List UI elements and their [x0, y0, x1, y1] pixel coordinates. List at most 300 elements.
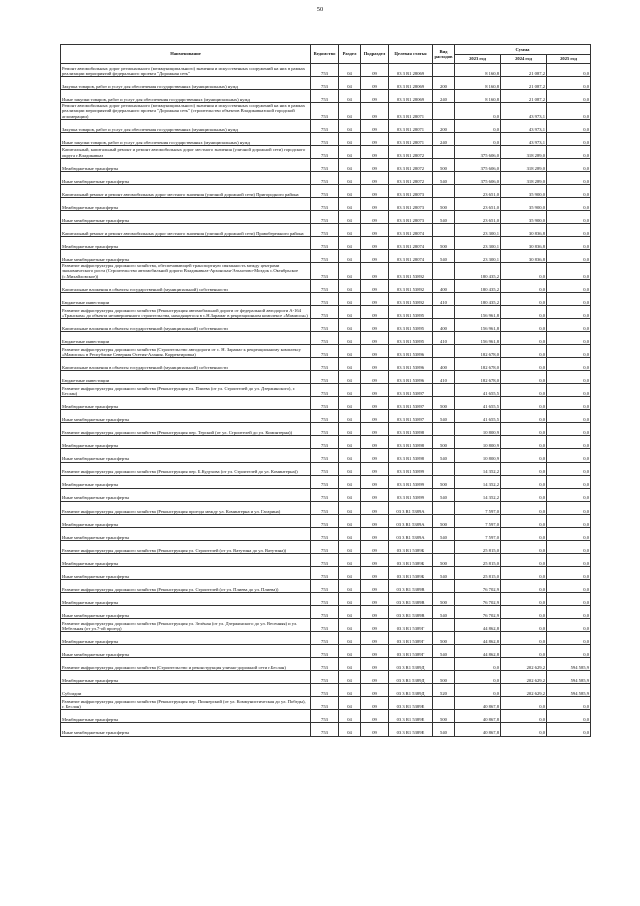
row-subsection-cell: 09 — [361, 184, 389, 197]
row-target-article-cell: 03 3 R1 53895 — [389, 305, 433, 318]
row-sum-2025-cell: 0,0 — [547, 119, 591, 132]
row-expense-type-cell — [433, 305, 455, 318]
row-sum-2023-cell: 40 867,8 — [455, 710, 501, 723]
row-name-cell: Межбюджетные трансферты — [61, 514, 311, 527]
row-sum-2025-cell: 0,0 — [547, 475, 591, 488]
row-sum-2025-cell: 0,0 — [547, 579, 591, 592]
row-name-cell: Развитие инфраструктуры дорожного хозяйства (Реконструкция ул. Строителей (от ул. Плиева до ул. Плиева)) — [61, 579, 311, 592]
row-subsection-cell: 09 — [361, 358, 389, 371]
row-expense-type-cell: 540 — [433, 250, 455, 263]
row-section-cell: 04 — [339, 553, 361, 566]
row-name-cell: Межбюджетные трансферты — [61, 436, 311, 449]
table-row — [61, 64, 591, 77]
row-department-cell: 753 — [311, 237, 339, 250]
row-section-cell: 04 — [339, 250, 361, 263]
row-sum-2024-cell: 0,0 — [501, 436, 547, 449]
table-body — [61, 64, 591, 737]
row-section-cell: 04 — [339, 103, 361, 120]
row-section-cell: 04 — [339, 645, 361, 658]
table-row — [61, 553, 591, 566]
row-expense-type-cell: 240 — [433, 90, 455, 103]
row-subsection-cell: 09 — [361, 553, 389, 566]
row-department-cell: 753 — [311, 540, 339, 553]
page-number: 50 — [316, 6, 324, 13]
row-sum-2023-cell: 8 160,8 — [455, 64, 501, 77]
table-row — [61, 684, 591, 697]
row-target-article-cell: 03 3 R1 5389Е — [389, 697, 433, 710]
row-sum-2023-cell: 23 300,1 — [455, 224, 501, 237]
row-name-cell: Межбюджетные трансферты — [61, 198, 311, 211]
row-subsection-cell: 09 — [361, 710, 389, 723]
table-row — [61, 397, 591, 410]
row-expense-type-cell: 540 — [433, 606, 455, 619]
row-sum-2024-cell: 0,0 — [501, 645, 547, 658]
row-section-cell: 04 — [339, 449, 361, 462]
row-expense-type-cell: 500 — [433, 158, 455, 171]
table-row — [61, 632, 591, 645]
row-name-cell: Межбюджетные трансферты — [61, 397, 311, 410]
row-section-cell: 04 — [339, 540, 361, 553]
header-year-2025: 2025 год — [547, 55, 591, 64]
row-sum-2023-cell: 0,0 — [455, 684, 501, 697]
row-target-article-cell: 03 3 R1 5389Б — [389, 540, 433, 553]
row-sum-2025-cell: 594 585,9 — [547, 684, 591, 697]
row-department-cell: 753 — [311, 145, 339, 158]
row-sum-2025-cell: 0,0 — [547, 410, 591, 423]
row-expense-type-cell — [433, 579, 455, 592]
row-subsection-cell: 09 — [361, 263, 389, 280]
row-sum-2023-cell: 375 606,0 — [455, 145, 501, 158]
row-section-cell: 04 — [339, 397, 361, 410]
row-sum-2023-cell: 44 862,8 — [455, 632, 501, 645]
row-section-cell: 04 — [339, 384, 361, 397]
row-target-article-cell: 03 3 R1 53897 — [389, 410, 433, 423]
row-section-cell: 04 — [339, 90, 361, 103]
table-row — [61, 263, 591, 280]
row-name-cell: Иные межбюджетные трансферты — [61, 410, 311, 423]
row-subsection-cell: 09 — [361, 671, 389, 684]
row-sum-2025-cell: 0,0 — [547, 553, 591, 566]
row-department-cell: 753 — [311, 449, 339, 462]
row-target-article-cell: 03 3 R1 5389Е — [389, 710, 433, 723]
row-subsection-cell: 09 — [361, 658, 389, 671]
row-subsection-cell: 09 — [361, 90, 389, 103]
row-name-cell: Капитальные вложения в объекты государственной (муниципальной) собственности — [61, 358, 311, 371]
row-target-article-cell: 03 3 R1 53899 — [389, 462, 433, 475]
row-sum-2025-cell: 0,0 — [547, 145, 591, 158]
row-section-cell: 04 — [339, 697, 361, 710]
row-name-cell: Развитие инфраструктуры дорожного хозяйства (Реконструкция пер. Б.Кудухова (от ул. Строителей до ул. Коминтерна)) — [61, 462, 311, 475]
row-section-cell: 04 — [339, 501, 361, 514]
row-name-cell: Закупка товаров, работ и услуг для обеспечения государственных (муниципальных) нужд — [61, 119, 311, 132]
row-name-cell: Бюджетные инвестиции — [61, 332, 311, 345]
row-department-cell: 753 — [311, 319, 339, 332]
row-expense-type-cell: 540 — [433, 211, 455, 224]
row-target-article-cell: 03 3 R1 53897 — [389, 384, 433, 397]
table-row — [61, 103, 591, 120]
row-section-cell: 04 — [339, 198, 361, 211]
row-department-cell: 753 — [311, 436, 339, 449]
row-subsection-cell: 09 — [361, 566, 389, 579]
row-subsection-cell: 09 — [361, 436, 389, 449]
table-row — [61, 579, 591, 592]
row-subsection-cell: 09 — [361, 211, 389, 224]
row-sum-2023-cell: 25 815,0 — [455, 553, 501, 566]
row-sum-2025-cell: 0,0 — [547, 250, 591, 263]
table-row — [61, 224, 591, 237]
row-sum-2024-cell: 202 629,2 — [501, 658, 547, 671]
row-sum-2024-cell: 0,0 — [501, 371, 547, 384]
row-sum-2025-cell: 594 585,9 — [547, 671, 591, 684]
row-target-article-cell: 03 3 R1 28074 — [389, 250, 433, 263]
row-subsection-cell: 09 — [361, 397, 389, 410]
header-target-article: Целевая статья — [389, 45, 433, 64]
table-row — [61, 345, 591, 358]
row-sum-2023-cell: 7 597,0 — [455, 514, 501, 527]
row-department-cell: 753 — [311, 566, 339, 579]
row-sum-2025-cell: 0,0 — [547, 224, 591, 237]
row-section-cell: 04 — [339, 279, 361, 292]
row-department-cell: 753 — [311, 345, 339, 358]
row-subsection-cell: 09 — [361, 332, 389, 345]
row-sum-2023-cell: 0,0 — [455, 132, 501, 145]
row-sum-2025-cell: 0,0 — [547, 697, 591, 710]
row-expense-type-cell: 200 — [433, 77, 455, 90]
row-target-article-cell: 03 3 R1 5389Г — [389, 619, 433, 632]
row-expense-type-cell — [433, 103, 455, 120]
row-sum-2024-cell: 0,0 — [501, 475, 547, 488]
row-sum-2025-cell: 0,0 — [547, 279, 591, 292]
row-department-cell: 753 — [311, 514, 339, 527]
row-expense-type-cell: 500 — [433, 671, 455, 684]
row-sum-2025-cell: 0,0 — [547, 606, 591, 619]
row-sum-2024-cell: 0,0 — [501, 579, 547, 592]
row-subsection-cell: 09 — [361, 593, 389, 606]
header-year-2024: 2024 год — [501, 55, 547, 64]
row-subsection-cell: 09 — [361, 501, 389, 514]
row-sum-2023-cell: 14 352,2 — [455, 475, 501, 488]
row-sum-2023-cell: 41 655,5 — [455, 397, 501, 410]
table-row — [61, 132, 591, 145]
row-sum-2024-cell: 30 836,8 — [501, 237, 547, 250]
row-name-cell: Иные межбюджетные трансферты — [61, 606, 311, 619]
row-section-cell: 04 — [339, 77, 361, 90]
row-section-cell: 04 — [339, 119, 361, 132]
row-sum-2024-cell: 0,0 — [501, 345, 547, 358]
row-sum-2025-cell: 0,0 — [547, 263, 591, 280]
row-target-article-cell: 03 3 R1 28073 — [389, 211, 433, 224]
row-subsection-cell: 09 — [361, 579, 389, 592]
row-expense-type-cell: 400 — [433, 319, 455, 332]
row-expense-type-cell: 500 — [433, 514, 455, 527]
row-target-article-cell: 03 3 R1 5389Д — [389, 684, 433, 697]
row-sum-2024-cell: 0,0 — [501, 501, 547, 514]
row-sum-2024-cell: 0,0 — [501, 606, 547, 619]
table-row — [61, 279, 591, 292]
row-name-cell: Иные межбюджетные трансферты — [61, 449, 311, 462]
row-section-cell: 04 — [339, 237, 361, 250]
row-expense-type-cell — [433, 658, 455, 671]
row-target-article-cell: 03 3 R1 5389В — [389, 593, 433, 606]
table-row — [61, 501, 591, 514]
row-sum-2024-cell: 0,0 — [501, 410, 547, 423]
row-subsection-cell: 09 — [361, 77, 389, 90]
table-row — [61, 184, 591, 197]
row-subsection-cell: 09 — [361, 540, 389, 553]
row-subsection-cell: 09 — [361, 237, 389, 250]
row-sum-2025-cell: 0,0 — [547, 501, 591, 514]
row-name-cell: Развитие инфраструктуры дорожного хозяйства (Реконструкция автомобильной дороги от федеральной автодороги А-164 «Транскам» до объекта незавершенного строительства, находящегося в с.Н.Зарамаг в рекреационном комплексе «Мамисон») — [61, 305, 311, 318]
row-sum-2024-cell: 0,0 — [501, 384, 547, 397]
row-sum-2024-cell: 0,0 — [501, 397, 547, 410]
row-department-cell: 753 — [311, 279, 339, 292]
row-subsection-cell: 09 — [361, 171, 389, 184]
row-section-cell: 04 — [339, 671, 361, 684]
row-sum-2025-cell: 0,0 — [547, 632, 591, 645]
row-target-article-cell: 03 3 R1 28071 — [389, 132, 433, 145]
row-target-article-cell: 03 3 R1 28073 — [389, 184, 433, 197]
row-department-cell: 753 — [311, 103, 339, 120]
row-sum-2023-cell: 41 655,5 — [455, 410, 501, 423]
row-subsection-cell: 09 — [361, 119, 389, 132]
row-section-cell: 04 — [339, 658, 361, 671]
row-sum-2023-cell: 40 867,8 — [455, 697, 501, 710]
row-subsection-cell: 09 — [361, 527, 389, 540]
row-sum-2024-cell: 43 973,1 — [501, 103, 547, 120]
row-sum-2023-cell: 76 702,9 — [455, 606, 501, 619]
row-target-article-cell: 03 3 R1 5389Д — [389, 658, 433, 671]
row-sum-2024-cell: 0,0 — [501, 632, 547, 645]
budget-table — [60, 44, 591, 737]
row-target-article-cell: 03 3 R1 5389В — [389, 579, 433, 592]
table-row — [61, 358, 591, 371]
row-sum-2023-cell: 10 800,9 — [455, 423, 501, 436]
row-section-cell: 04 — [339, 211, 361, 224]
row-expense-type-cell: 500 — [433, 198, 455, 211]
row-subsection-cell: 09 — [361, 723, 389, 736]
table-row — [61, 619, 591, 632]
row-sum-2024-cell: 0,0 — [501, 263, 547, 280]
row-department-cell: 753 — [311, 710, 339, 723]
row-subsection-cell: 09 — [361, 158, 389, 171]
row-department-cell: 753 — [311, 475, 339, 488]
table-row — [61, 171, 591, 184]
row-department-cell: 753 — [311, 632, 339, 645]
row-target-article-cell: 03 3 R1 53897 — [389, 397, 433, 410]
row-section-cell: 04 — [339, 184, 361, 197]
row-subsection-cell: 09 — [361, 488, 389, 501]
row-subsection-cell: 09 — [361, 606, 389, 619]
row-name-cell: Развитие инфраструктуры дорожного хозяйства (Реконструкция пер. Пионерский (от ул. Коммунистическая до ул. Победы), г. Беслан) — [61, 697, 311, 710]
row-sum-2023-cell: 182 678,0 — [455, 358, 501, 371]
row-sum-2025-cell: 0,0 — [547, 158, 591, 171]
table-row — [61, 658, 591, 671]
row-department-cell: 753 — [311, 553, 339, 566]
table-row — [61, 436, 591, 449]
table-row — [61, 606, 591, 619]
row-name-cell: Капитальные вложения в объекты государственной (муниципальной) собственности — [61, 319, 311, 332]
row-target-article-cell: 03 3 R1 5389Г — [389, 632, 433, 645]
row-sum-2024-cell: 43 973,1 — [501, 132, 547, 145]
row-section-cell: 04 — [339, 132, 361, 145]
row-sum-2025-cell: 0,0 — [547, 723, 591, 736]
row-name-cell: Капитальный ремонт и ремонт автомобильных дорог местного значения (уличной дорожной сети) Пригородного района — [61, 184, 311, 197]
row-sum-2025-cell: 0,0 — [547, 184, 591, 197]
row-sum-2024-cell: 0,0 — [501, 332, 547, 345]
row-department-cell: 753 — [311, 593, 339, 606]
row-sum-2024-cell: 0,0 — [501, 514, 547, 527]
row-subsection-cell: 09 — [361, 697, 389, 710]
header-year-2023: 2023 год — [455, 55, 501, 64]
row-sum-2024-cell: 0,0 — [501, 710, 547, 723]
row-department-cell: 753 — [311, 397, 339, 410]
row-expense-type-cell: 500 — [433, 436, 455, 449]
row-sum-2023-cell: 375 606,0 — [455, 158, 501, 171]
row-section-cell: 04 — [339, 292, 361, 305]
row-name-cell: Иные межбюджетные трансферты — [61, 527, 311, 540]
header-name: Наименование — [61, 45, 311, 64]
row-subsection-cell: 09 — [361, 449, 389, 462]
row-expense-type-cell — [433, 540, 455, 553]
table-row — [61, 371, 591, 384]
row-section-cell: 04 — [339, 332, 361, 345]
table-row — [61, 305, 591, 318]
row-name-cell: Межбюджетные трансферты — [61, 671, 311, 684]
row-section-cell: 04 — [339, 358, 361, 371]
row-subsection-cell: 09 — [361, 632, 389, 645]
row-expense-type-cell — [433, 64, 455, 77]
row-section-cell: 04 — [339, 436, 361, 449]
table-row — [61, 90, 591, 103]
row-sum-2024-cell: 35 900,0 — [501, 198, 547, 211]
row-expense-type-cell: 500 — [433, 553, 455, 566]
row-sum-2023-cell: 23 651,0 — [455, 184, 501, 197]
row-target-article-cell: 03 3 R1 5389В — [389, 606, 433, 619]
row-sum-2025-cell: 0,0 — [547, 77, 591, 90]
row-sum-2023-cell: 23 651,0 — [455, 211, 501, 224]
row-name-cell: Развитие инфраструктуры дорожного хозяйства (Реконструкция ул. Зелёная (от ул. Дзержинского до ул. Весенняя) и ул. Мебельная (от ул.7-ой проезд) — [61, 619, 311, 632]
table-row — [61, 319, 591, 332]
row-expense-type-cell: 540 — [433, 527, 455, 540]
row-sum-2023-cell: 180 435,2 — [455, 279, 501, 292]
table-row — [61, 488, 591, 501]
row-sum-2023-cell: 44 862,8 — [455, 645, 501, 658]
row-name-cell: Межбюджетные трансферты — [61, 237, 311, 250]
row-name-cell: Иные межбюджетные трансферты — [61, 250, 311, 263]
row-sum-2024-cell: 0,0 — [501, 292, 547, 305]
row-target-article-cell: 03 3 R1 5389А — [389, 514, 433, 527]
row-section-cell: 04 — [339, 224, 361, 237]
row-sum-2023-cell: 40 867,8 — [455, 723, 501, 736]
row-sum-2025-cell: 0,0 — [547, 198, 591, 211]
row-section-cell: 04 — [339, 488, 361, 501]
row-subsection-cell: 09 — [361, 279, 389, 292]
row-section-cell: 04 — [339, 64, 361, 77]
row-department-cell: 753 — [311, 606, 339, 619]
table-row — [61, 527, 591, 540]
row-sum-2025-cell: 0,0 — [547, 514, 591, 527]
row-subsection-cell: 09 — [361, 619, 389, 632]
row-expense-type-cell: 540 — [433, 449, 455, 462]
row-department-cell: 753 — [311, 488, 339, 501]
row-department-cell: 753 — [311, 263, 339, 280]
table-row — [61, 410, 591, 423]
row-department-cell: 753 — [311, 423, 339, 436]
row-sum-2023-cell: 7 597,0 — [455, 501, 501, 514]
row-department-cell: 753 — [311, 410, 339, 423]
row-section-cell: 04 — [339, 263, 361, 280]
table-row — [61, 723, 591, 736]
row-sum-2025-cell: 0,0 — [547, 436, 591, 449]
row-department-cell: 753 — [311, 658, 339, 671]
row-sum-2024-cell: 21 087,2 — [501, 77, 547, 90]
row-name-cell: Иные межбюджетные трансферты — [61, 171, 311, 184]
row-section-cell: 04 — [339, 566, 361, 579]
table-row — [61, 710, 591, 723]
row-department-cell: 753 — [311, 198, 339, 211]
header-section: Раздел — [339, 45, 361, 64]
row-target-article-cell: 03 3 R1 28072 — [389, 158, 433, 171]
row-department-cell: 753 — [311, 119, 339, 132]
table-row — [61, 145, 591, 158]
row-target-article-cell: 03 3 R1 53895 — [389, 319, 433, 332]
row-department-cell: 753 — [311, 671, 339, 684]
row-sum-2025-cell: 0,0 — [547, 319, 591, 332]
row-sum-2025-cell: 0,0 — [547, 566, 591, 579]
row-sum-2024-cell: 318 289,0 — [501, 145, 547, 158]
row-department-cell: 753 — [311, 645, 339, 658]
row-sum-2024-cell: 0,0 — [501, 462, 547, 475]
row-name-cell: Капитальные вложения в объекты государственной (муниципальной) собственности — [61, 279, 311, 292]
row-sum-2023-cell: 23 651,0 — [455, 198, 501, 211]
row-sum-2024-cell: 0,0 — [501, 449, 547, 462]
row-expense-type-cell: 540 — [433, 171, 455, 184]
row-name-cell: Межбюджетные трансферты — [61, 158, 311, 171]
table-row — [61, 77, 591, 90]
row-sum-2023-cell: 0,0 — [455, 658, 501, 671]
row-sum-2024-cell: 0,0 — [501, 619, 547, 632]
row-section-cell: 04 — [339, 527, 361, 540]
row-subsection-cell: 09 — [361, 132, 389, 145]
row-section-cell: 04 — [339, 462, 361, 475]
row-sum-2023-cell: 156 961,8 — [455, 305, 501, 318]
row-sum-2023-cell: 23 300,1 — [455, 250, 501, 263]
row-section-cell: 04 — [339, 514, 361, 527]
row-name-cell: Ремонт автомобильных дорог регионального (межмуниципального) значения и искусственных сооружений на них в рамках реализации мероприятий федерального проекта "Дорожная сеть" — [61, 64, 311, 77]
row-name-cell: Капитальный ремонт и ремонт автомобильных дорог местного значения (уличной дорожной сети) Правобережного района — [61, 224, 311, 237]
row-sum-2024-cell: 0,0 — [501, 305, 547, 318]
row-department-cell: 753 — [311, 158, 339, 171]
row-name-cell: Субсидии — [61, 684, 311, 697]
row-department-cell: 753 — [311, 171, 339, 184]
row-sum-2025-cell: 0,0 — [547, 710, 591, 723]
row-expense-type-cell — [433, 697, 455, 710]
row-expense-type-cell: 400 — [433, 358, 455, 371]
row-sum-2025-cell: 0,0 — [547, 345, 591, 358]
row-expense-type-cell: 500 — [433, 593, 455, 606]
row-section-cell: 04 — [339, 710, 361, 723]
row-subsection-cell: 09 — [361, 345, 389, 358]
row-name-cell: Иные межбюджетные трансферты — [61, 645, 311, 658]
row-name-cell: Капитальный, капитальный ремонт и ремонт автомобильных дорог местного значения (уличной дорожной сети) городского округа г.Владикавказ — [61, 145, 311, 158]
row-sum-2025-cell: 0,0 — [547, 645, 591, 658]
row-subsection-cell: 09 — [361, 319, 389, 332]
row-target-article-cell: 03 3 R1 5389Б — [389, 566, 433, 579]
row-target-article-cell: 03 3 R1 53896 — [389, 371, 433, 384]
row-department-cell: 753 — [311, 619, 339, 632]
row-subsection-cell: 09 — [361, 305, 389, 318]
row-subsection-cell: 09 — [361, 475, 389, 488]
